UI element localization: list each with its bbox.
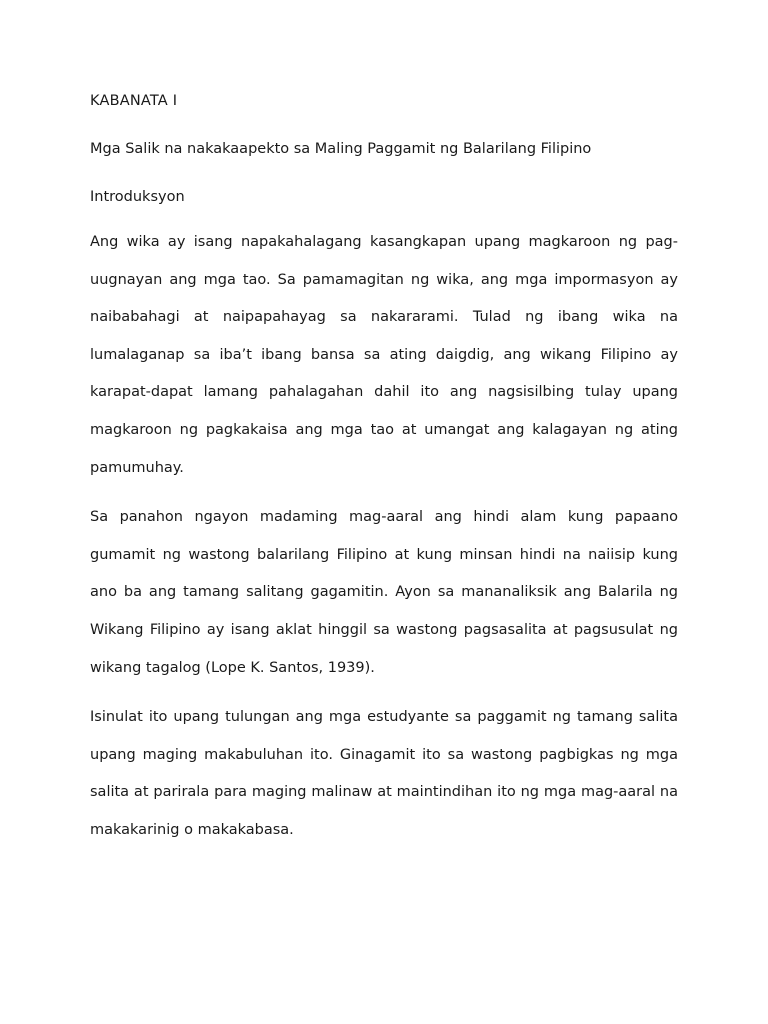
paragraph: Ang wika ay isang napakahalagang kasangkapan upang magkaroon ng pag-uugnayan ang mga tao. Sa pamamagitan ng wika, ang mga impormasyon ay naibabahagi at naipapahayag sa nakararami. Tulad ng ibang wika na lumalaganap sa iba’t ibang bansa sa ating daigdig, ang wikang Filipino ay karapat-dapat lamang pahalagahan dahil ito ang nagsisilbing tulay upang magkaroon ng pagkakaisa ang mga tao at umangat ang kalagayan ng ating pamumuhay. (90, 234, 678, 476)
section-heading: Introduksyon (90, 189, 185, 205)
document-title: Mga Salik na nakakaapekto sa Maling Paggamit ng Balarilang Filipino (90, 141, 592, 157)
paragraph: Isinulat ito upang tulungan ang mga estudyante sa paggamit ng tamang salita upang maging makabuluhan ito. Ginagamit ito sa wastong pagbigkas ng mga salita at parirala para maging malinaw at maintindihan ito ng mga mag-aaral na makakarinig o makakabasa. (90, 709, 678, 838)
document-body (90, 88, 678, 862)
paragraph: Sa panahon ngayon madaming mag-aaral ang hindi alam kung papaano gumamit ng wastong balarilang Filipino at kung minsan hindi na naiisip kung ano ba ang tamang salitang gagamitin. Ayon sa mananaliksik ang Balarila ng Wikang Filipino ay isang aklat hinggil sa wastong pagsasalita at pagsusulat ng wikang tagalog (Lope K. Santos, 1939). (90, 509, 678, 676)
chapter-label: KABANATA I (90, 93, 178, 109)
